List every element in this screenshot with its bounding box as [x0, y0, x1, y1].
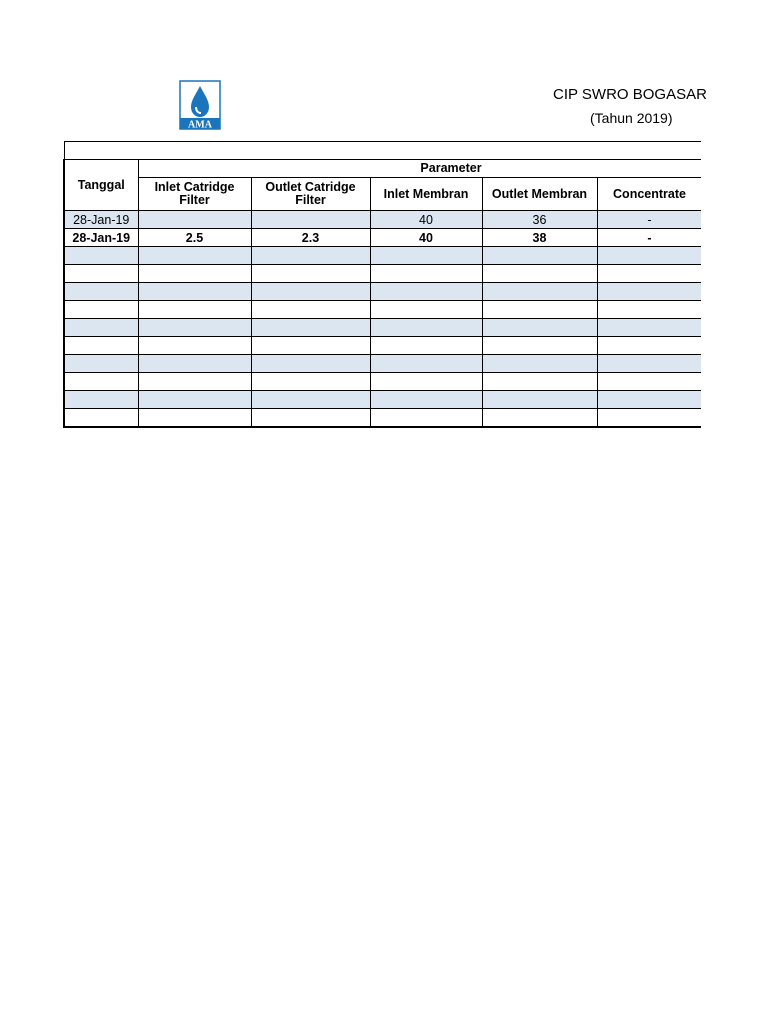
table-cell[interactable] — [370, 283, 482, 301]
table-cell[interactable] — [370, 373, 482, 391]
header-concentrate: Concentrate — [597, 178, 701, 211]
data-table-container — [63, 141, 701, 441]
table-cell[interactable] — [64, 301, 138, 319]
table-cell[interactable] — [251, 337, 370, 355]
table-cell[interactable] — [251, 355, 370, 373]
table-top-row — [64, 142, 701, 160]
table-row — [64, 229, 701, 247]
table-cell[interactable] — [597, 301, 701, 319]
table-cell[interactable] — [482, 391, 597, 409]
table-cell[interactable] — [138, 391, 251, 409]
table-cell[interactable] — [597, 247, 701, 265]
table-row — [64, 337, 701, 355]
header-outlet-membran: Outlet Membran — [482, 178, 597, 211]
table-cell[interactable]: 38 — [482, 229, 597, 247]
header-parameter: Parameter — [138, 160, 701, 178]
table-cell[interactable] — [251, 211, 370, 229]
table-cell[interactable] — [597, 337, 701, 355]
header-row-2 — [64, 178, 701, 211]
table-cell[interactable] — [138, 337, 251, 355]
table-cell[interactable] — [370, 247, 482, 265]
table-cell[interactable] — [370, 391, 482, 409]
table-cell[interactable] — [138, 265, 251, 283]
header-inlet-catridge: Inlet Catridge Filter — [138, 178, 251, 211]
table-row — [64, 319, 701, 337]
table-cell[interactable] — [482, 301, 597, 319]
table-row — [64, 265, 701, 283]
table-row — [64, 301, 701, 319]
header-outlet-catridge: Outlet Catridge Filter — [251, 178, 370, 211]
table-cell[interactable] — [482, 373, 597, 391]
table-cell[interactable] — [138, 283, 251, 301]
table-cell[interactable] — [597, 373, 701, 391]
table-cell[interactable] — [64, 409, 138, 428]
table-cell[interactable] — [251, 319, 370, 337]
table-cell[interactable] — [251, 409, 370, 428]
table-cell[interactable]: 28-Jan-19 — [64, 229, 138, 247]
table-cell[interactable] — [597, 265, 701, 283]
data-table — [63, 141, 701, 428]
table-cell[interactable] — [482, 409, 597, 428]
table-cell[interactable] — [138, 355, 251, 373]
table-cell[interactable] — [370, 409, 482, 428]
table-cell[interactable] — [482, 283, 597, 301]
table-row — [64, 283, 701, 301]
table-cell[interactable] — [64, 247, 138, 265]
table-row — [64, 355, 701, 373]
table-cell[interactable]: 40 — [370, 229, 482, 247]
logo-text: AMA — [188, 119, 212, 130]
table-cell[interactable] — [138, 211, 251, 229]
table-row — [64, 373, 701, 391]
header-tanggal: Tanggal — [64, 160, 138, 211]
header-inlet-membran: Inlet Membran — [370, 178, 482, 211]
table-cell[interactable] — [482, 337, 597, 355]
table-cell[interactable] — [138, 373, 251, 391]
table-cell[interactable] — [597, 283, 701, 301]
table-cell[interactable] — [482, 355, 597, 373]
table-cell[interactable] — [251, 247, 370, 265]
table-cell[interactable] — [482, 319, 597, 337]
table-cell[interactable] — [370, 355, 482, 373]
table-cell[interactable] — [64, 283, 138, 301]
table-cell[interactable] — [597, 319, 701, 337]
table-cell[interactable]: 36 — [482, 211, 597, 229]
table-cell[interactable] — [138, 301, 251, 319]
table-cell[interactable] — [597, 355, 701, 373]
page-subtitle: (Tahun 2019) — [590, 110, 673, 126]
table-cell[interactable] — [251, 391, 370, 409]
table-cell[interactable]: 40 — [370, 211, 482, 229]
table-cell[interactable] — [370, 265, 482, 283]
table-row — [64, 409, 701, 428]
table-row — [64, 211, 701, 229]
ama-logo — [179, 80, 221, 130]
table-body — [64, 211, 701, 428]
table-cell[interactable] — [251, 283, 370, 301]
table-cell[interactable] — [370, 301, 482, 319]
table-cell[interactable] — [370, 319, 482, 337]
table-row — [64, 391, 701, 409]
table-cell[interactable] — [64, 265, 138, 283]
table-cell[interactable] — [64, 355, 138, 373]
table-cell[interactable]: 28-Jan-19 — [64, 211, 138, 229]
table-cell[interactable] — [482, 247, 597, 265]
table-cell[interactable] — [597, 391, 701, 409]
table-cell[interactable] — [138, 409, 251, 428]
table-row — [64, 247, 701, 265]
table-cell[interactable] — [64, 373, 138, 391]
table-cell[interactable] — [251, 373, 370, 391]
table-cell[interactable]: - — [597, 229, 701, 247]
table-cell[interactable]: 2.5 — [138, 229, 251, 247]
table-cell[interactable] — [138, 319, 251, 337]
table-cell[interactable] — [64, 337, 138, 355]
table-cell[interactable] — [138, 247, 251, 265]
header-row-1 — [64, 160, 701, 178]
table-cell[interactable] — [251, 265, 370, 283]
table-cell[interactable] — [597, 409, 701, 428]
table-cell[interactable] — [370, 337, 482, 355]
table-cell[interactable] — [64, 319, 138, 337]
table-cell[interactable]: - — [597, 211, 701, 229]
page-title: CIP SWRO BOGASAR — [553, 86, 707, 103]
table-cell[interactable] — [64, 391, 138, 409]
table-cell[interactable] — [482, 265, 597, 283]
table-cell[interactable] — [251, 301, 370, 319]
table-cell[interactable]: 2.3 — [251, 229, 370, 247]
